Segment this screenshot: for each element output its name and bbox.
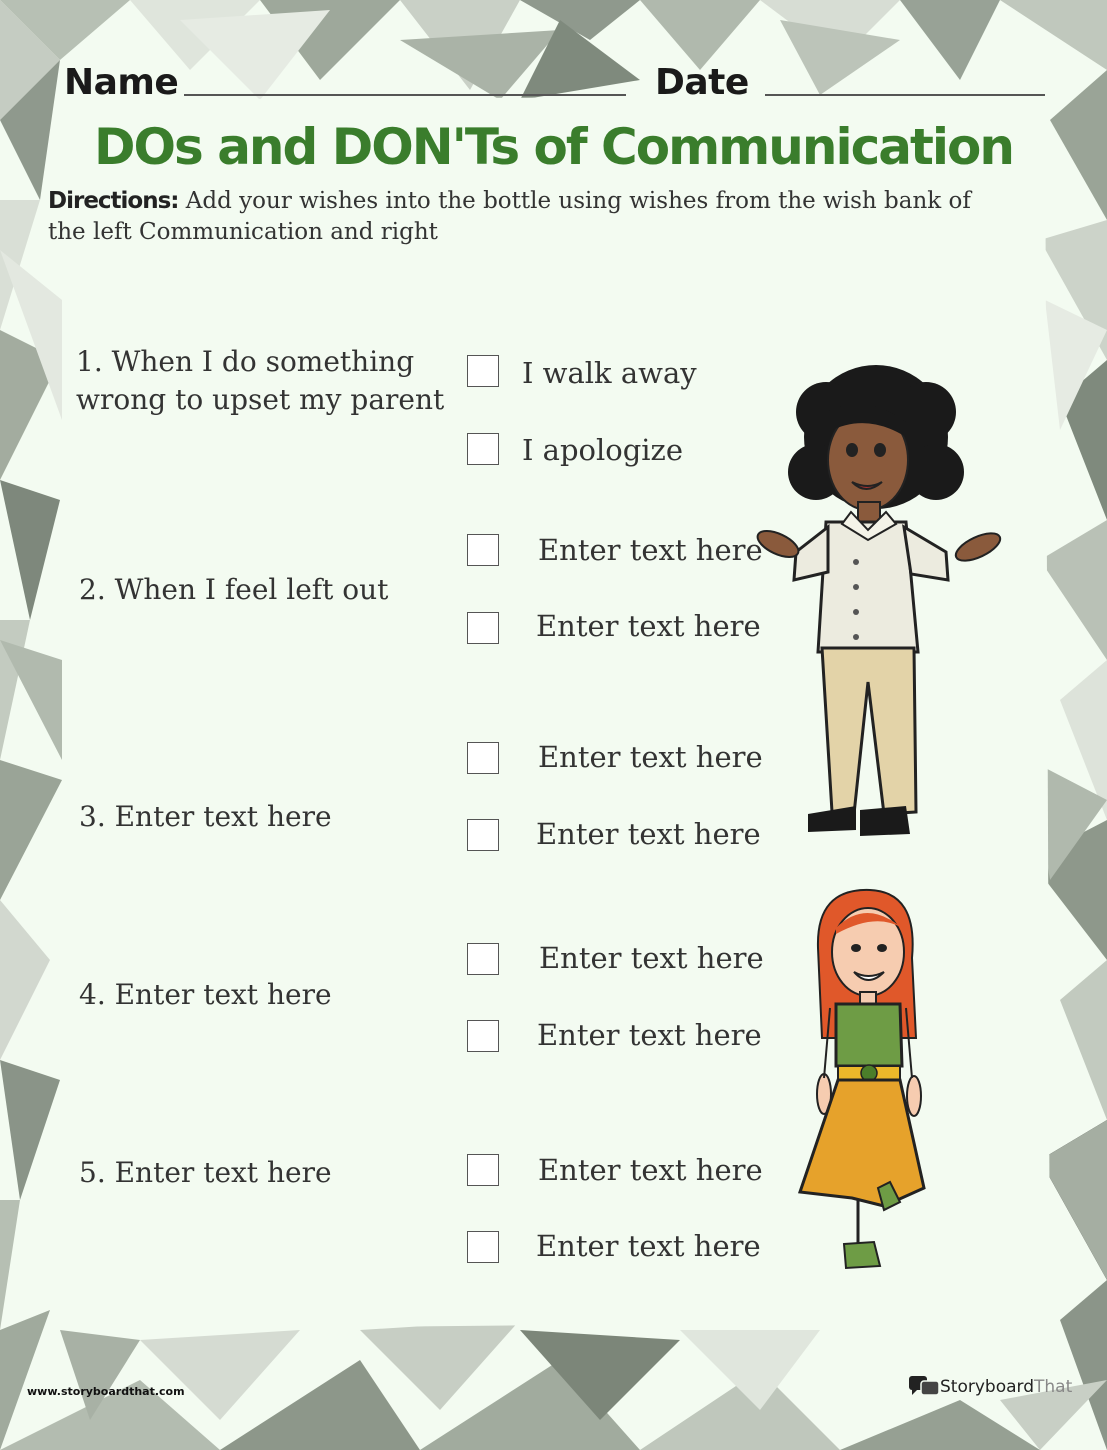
- directions: [48, 186, 1008, 248]
- character-curly-hair-illustration: [756, 352, 1004, 844]
- checkbox-q1-a[interactable]: [467, 355, 499, 387]
- option-q3-a: Enter text here: [538, 740, 763, 774]
- option-q1-a: I walk away: [522, 356, 697, 390]
- checkbox-q3-a[interactable]: [467, 742, 499, 774]
- option-q2-b: Enter text here: [536, 609, 761, 643]
- option-q3-b: Enter text here: [536, 817, 761, 851]
- checkbox-q4-a[interactable]: [467, 943, 499, 975]
- option-q4-b: Enter text here: [537, 1018, 762, 1052]
- name-line[interactable]: [184, 94, 626, 96]
- checkbox-q4-b[interactable]: [467, 1020, 499, 1052]
- character-red-hair-illustration: [796, 888, 930, 1276]
- directions-label: Directions:: [48, 188, 179, 214]
- footer-url[interactable]: www.storyboardthat.com: [27, 1385, 185, 1398]
- checkbox-q2-b[interactable]: [467, 612, 499, 644]
- question-3: 3. Enter text here: [79, 800, 332, 833]
- checkbox-q1-b[interactable]: [467, 433, 499, 465]
- page-title: DOs and DON'Ts of Communication: [94, 118, 1013, 176]
- question-1: 1. When I do something wrong to upset my parent: [76, 345, 445, 416]
- option-q2-a: Enter text here: [538, 533, 763, 567]
- checkbox-q5-b[interactable]: [467, 1231, 499, 1263]
- brand-light: That: [1034, 1377, 1073, 1397]
- question-2: 2. When I feel left out: [79, 573, 389, 606]
- option-q1-b: I apologize: [522, 433, 684, 467]
- option-q5-b: Enter text here: [536, 1229, 761, 1263]
- speech-bubbles-icon: [908, 1374, 940, 1398]
- brand-main: Storyboard: [940, 1377, 1034, 1397]
- question-4: 4. Enter text here: [79, 978, 332, 1011]
- date-label: Date: [655, 62, 749, 103]
- checkbox-q5-a[interactable]: [467, 1154, 499, 1186]
- brand-logo: [908, 1374, 1072, 1398]
- date-line[interactable]: [765, 94, 1045, 96]
- question-5: 5. Enter text here: [79, 1156, 332, 1189]
- option-q5-a: Enter text here: [538, 1153, 763, 1187]
- checkbox-q3-b[interactable]: [467, 819, 499, 851]
- name-label: Name: [64, 62, 179, 103]
- option-q4-a: Enter text here: [539, 941, 764, 975]
- directions-text: Add your wishes into the bottle using wishes from the wish bank of the left Communication and right: [48, 188, 971, 245]
- checkbox-q2-a[interactable]: [467, 534, 499, 566]
